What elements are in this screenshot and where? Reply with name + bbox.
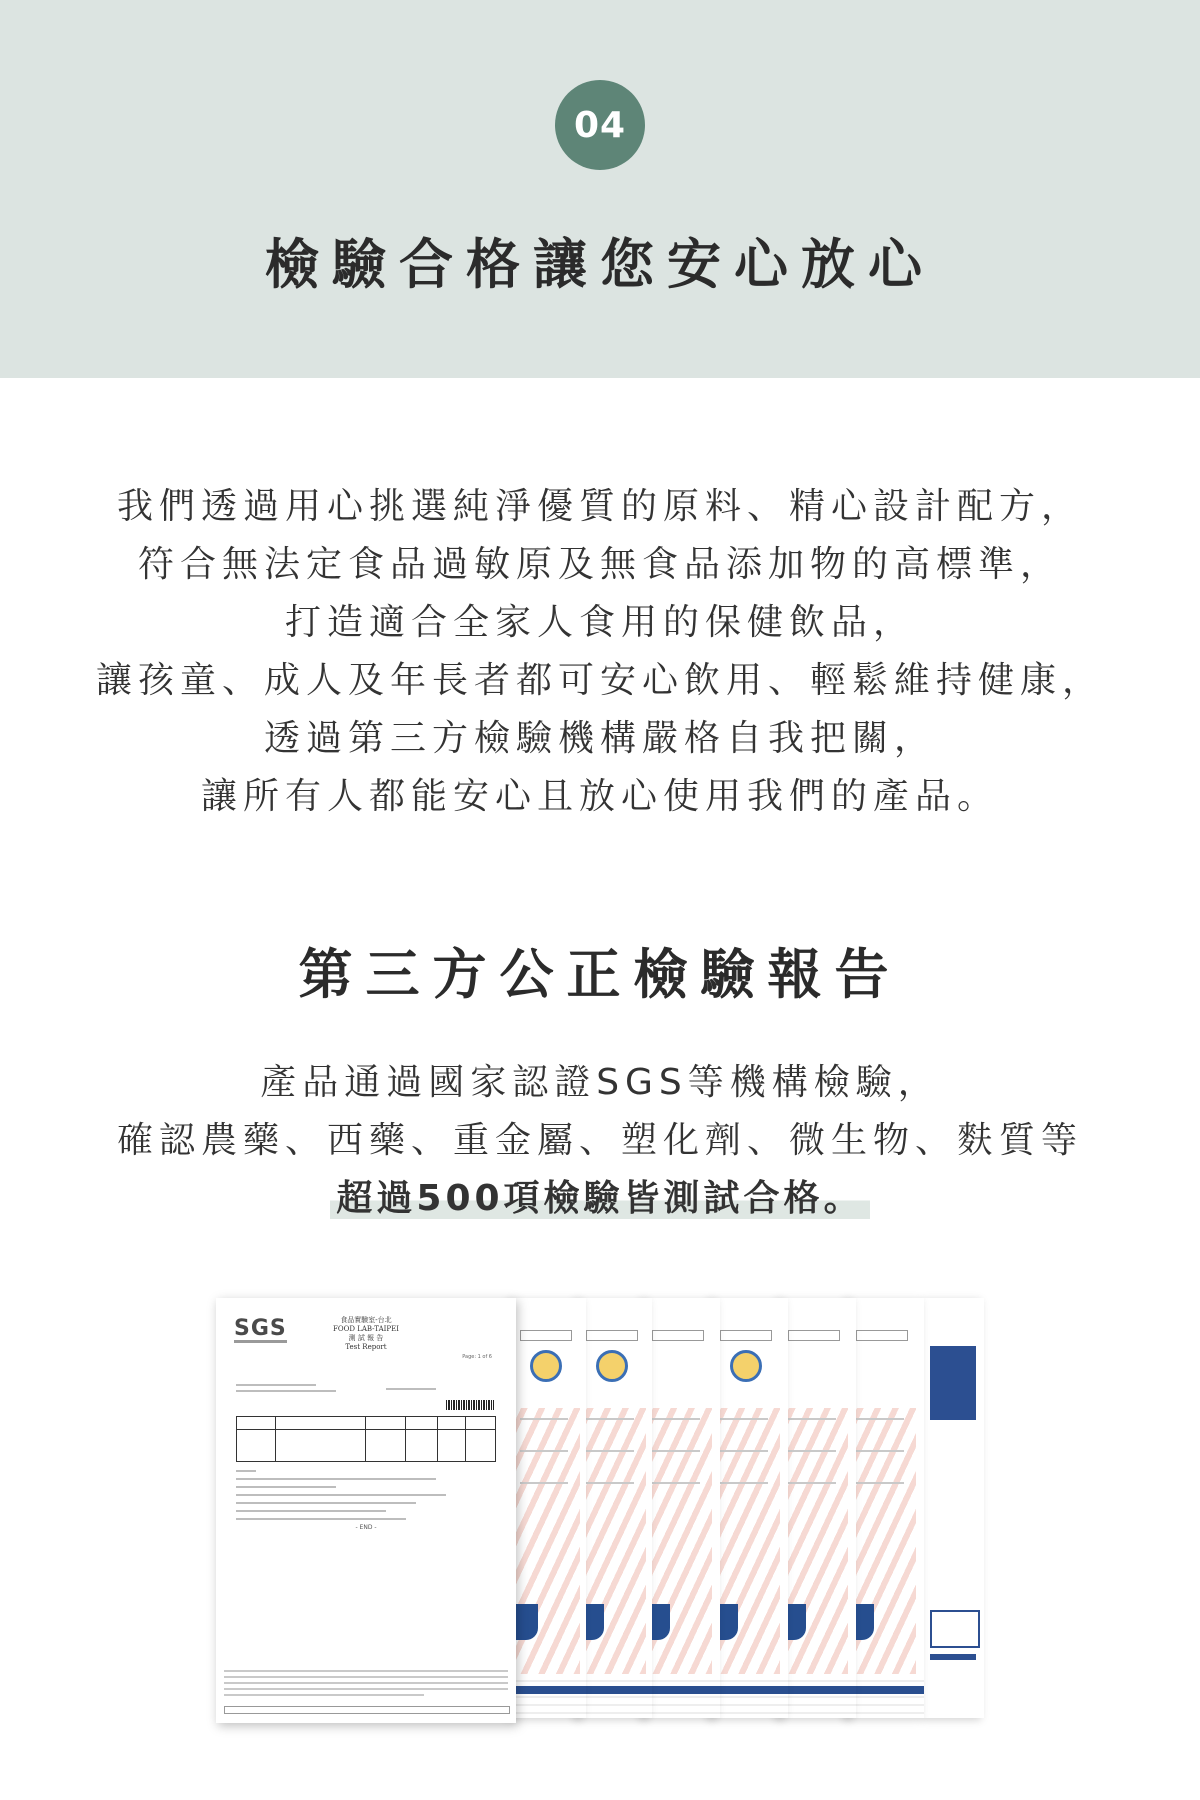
report-page-text [520,1450,568,1452]
report-page-header [788,1330,840,1341]
report-page-text [652,1450,700,1452]
report-page-mark [516,1604,538,1640]
report-page-footer [710,1674,788,1718]
report-page-stripes [778,1408,848,1718]
report-page-footer [642,1674,720,1718]
report-page-stripes [510,1408,580,1718]
page-number: Page: 1 of 6 [462,1354,492,1360]
test-report-collage [216,1298,984,1723]
report-page [510,1298,586,1718]
report-page-text [586,1450,634,1452]
report-label-zh: 測 試 報 告 [348,1334,384,1342]
end-mark: - END - [355,1524,377,1531]
report-page-footer-bar [846,1686,924,1694]
notes-line [236,1494,446,1496]
intro-line: 符合無法定食品過敏原及無食品添加物的高標準， [137,544,1062,585]
report-page-header [856,1330,908,1341]
report-highlight [330,1178,869,1219]
report-page-text [652,1418,700,1420]
footer-line [224,1682,508,1684]
table-rule [465,1417,466,1461]
report-page-stripes [846,1408,916,1718]
report-page-stripes [576,1408,646,1718]
intro-paragraph [0,478,1200,826]
table-rule [275,1417,276,1461]
notes-line [236,1478,436,1480]
lab-name-en: FOOD LAB-TAIPEI [333,1325,399,1333]
hero-title: 檢驗合格讓您安心放心 [265,233,935,296]
lab-name [316,1316,416,1352]
report-page-text [586,1482,634,1484]
report-page [576,1298,652,1718]
report-page-footer-bar [710,1686,788,1694]
report-desc-line: 確認農藥、西藥、重金屬、塑化劑、微生物、麩質等 [116,1120,1083,1161]
report-page-text [788,1418,836,1420]
hero-banner [0,0,1200,378]
report-page [846,1298,924,1718]
table-rule [365,1417,366,1461]
report-page-text [652,1482,700,1484]
report-page-header [720,1330,772,1341]
report-page-text [720,1482,768,1484]
report-description [0,1054,1200,1228]
footer-line [224,1694,424,1696]
report-no-line [386,1388,436,1390]
footer-line [224,1670,508,1672]
report-page [778,1298,856,1718]
report-page-text [586,1418,634,1420]
report-page-bar [930,1654,976,1660]
intro-line: 讓所有人都能安心且放心使用我們的產品。 [200,776,999,817]
report-page-header [652,1330,704,1341]
table-rule [405,1417,406,1461]
report-page-text [788,1482,836,1484]
report-page-text [720,1450,768,1452]
report-page-footer [576,1674,652,1718]
report-page [924,1298,984,1718]
footer-line [224,1676,508,1678]
highlight-text: 超過500項檢驗皆測試合格 [336,1178,824,1219]
footer-address-box [224,1706,510,1714]
seal-icon [596,1350,628,1382]
report-page-footer-bar [642,1686,720,1694]
results-table [236,1416,496,1462]
table-rule [437,1417,438,1461]
report-label-en: Test Report [345,1343,387,1351]
report-page-footer-bar [510,1686,586,1694]
seal-icon [530,1350,562,1382]
report-page-text [788,1450,836,1452]
report-page-footer [510,1674,586,1718]
report-page [710,1298,788,1718]
report-page-box [930,1610,980,1648]
report-page-text [856,1418,904,1420]
client-line [236,1384,316,1386]
highlight-end: 。 [823,1178,864,1219]
report-page-header [586,1330,638,1341]
report-page [642,1298,720,1718]
report-page-text [856,1450,904,1452]
report-page-footer-bar [576,1686,652,1694]
step-badge: 04 [555,80,645,170]
report-page-header [520,1330,572,1341]
report-page-footer [778,1674,856,1718]
report-page-text [520,1418,568,1420]
report-page-text [520,1482,568,1484]
notes-line [236,1470,256,1472]
report-page-stripes [642,1408,712,1718]
notes-line [236,1510,386,1512]
notes-line [236,1486,336,1488]
report-page-footer-bar [778,1686,856,1694]
report-section-title: 第三方公正檢驗報告 [298,943,902,1006]
client-line [236,1390,336,1392]
lab-name-zh: 食品實驗室-台北 [340,1316,392,1324]
seal-icon [730,1350,762,1382]
sgs-logo: SGS [234,1316,287,1341]
report-highlight-line [0,1170,1200,1228]
notes-line [236,1502,416,1504]
report-page-header-block [930,1346,976,1420]
report-desc-line: 產品通過國家認證SGS等機構檢驗， [260,1062,940,1103]
report-page-text [856,1482,904,1484]
intro-line: 我們透過用心挑選純淨優質的原料、精心設計配方， [116,486,1083,527]
footer-line [224,1688,508,1690]
report-page-text [720,1418,768,1420]
barcode [446,1400,494,1410]
intro-line: 透過第三方檢驗機構嚴格自我把關， [263,718,936,759]
sgs-test-report [216,1298,516,1723]
intro-line: 打造適合全家人食用的保健飲品， [284,602,915,643]
report-page-footer [846,1674,924,1718]
report-page-stripes [710,1408,780,1718]
intro-line: 讓孩童、成人及年長者都可安心飲用、輕鬆維持健康， [95,660,1104,701]
notes-line [236,1518,406,1520]
